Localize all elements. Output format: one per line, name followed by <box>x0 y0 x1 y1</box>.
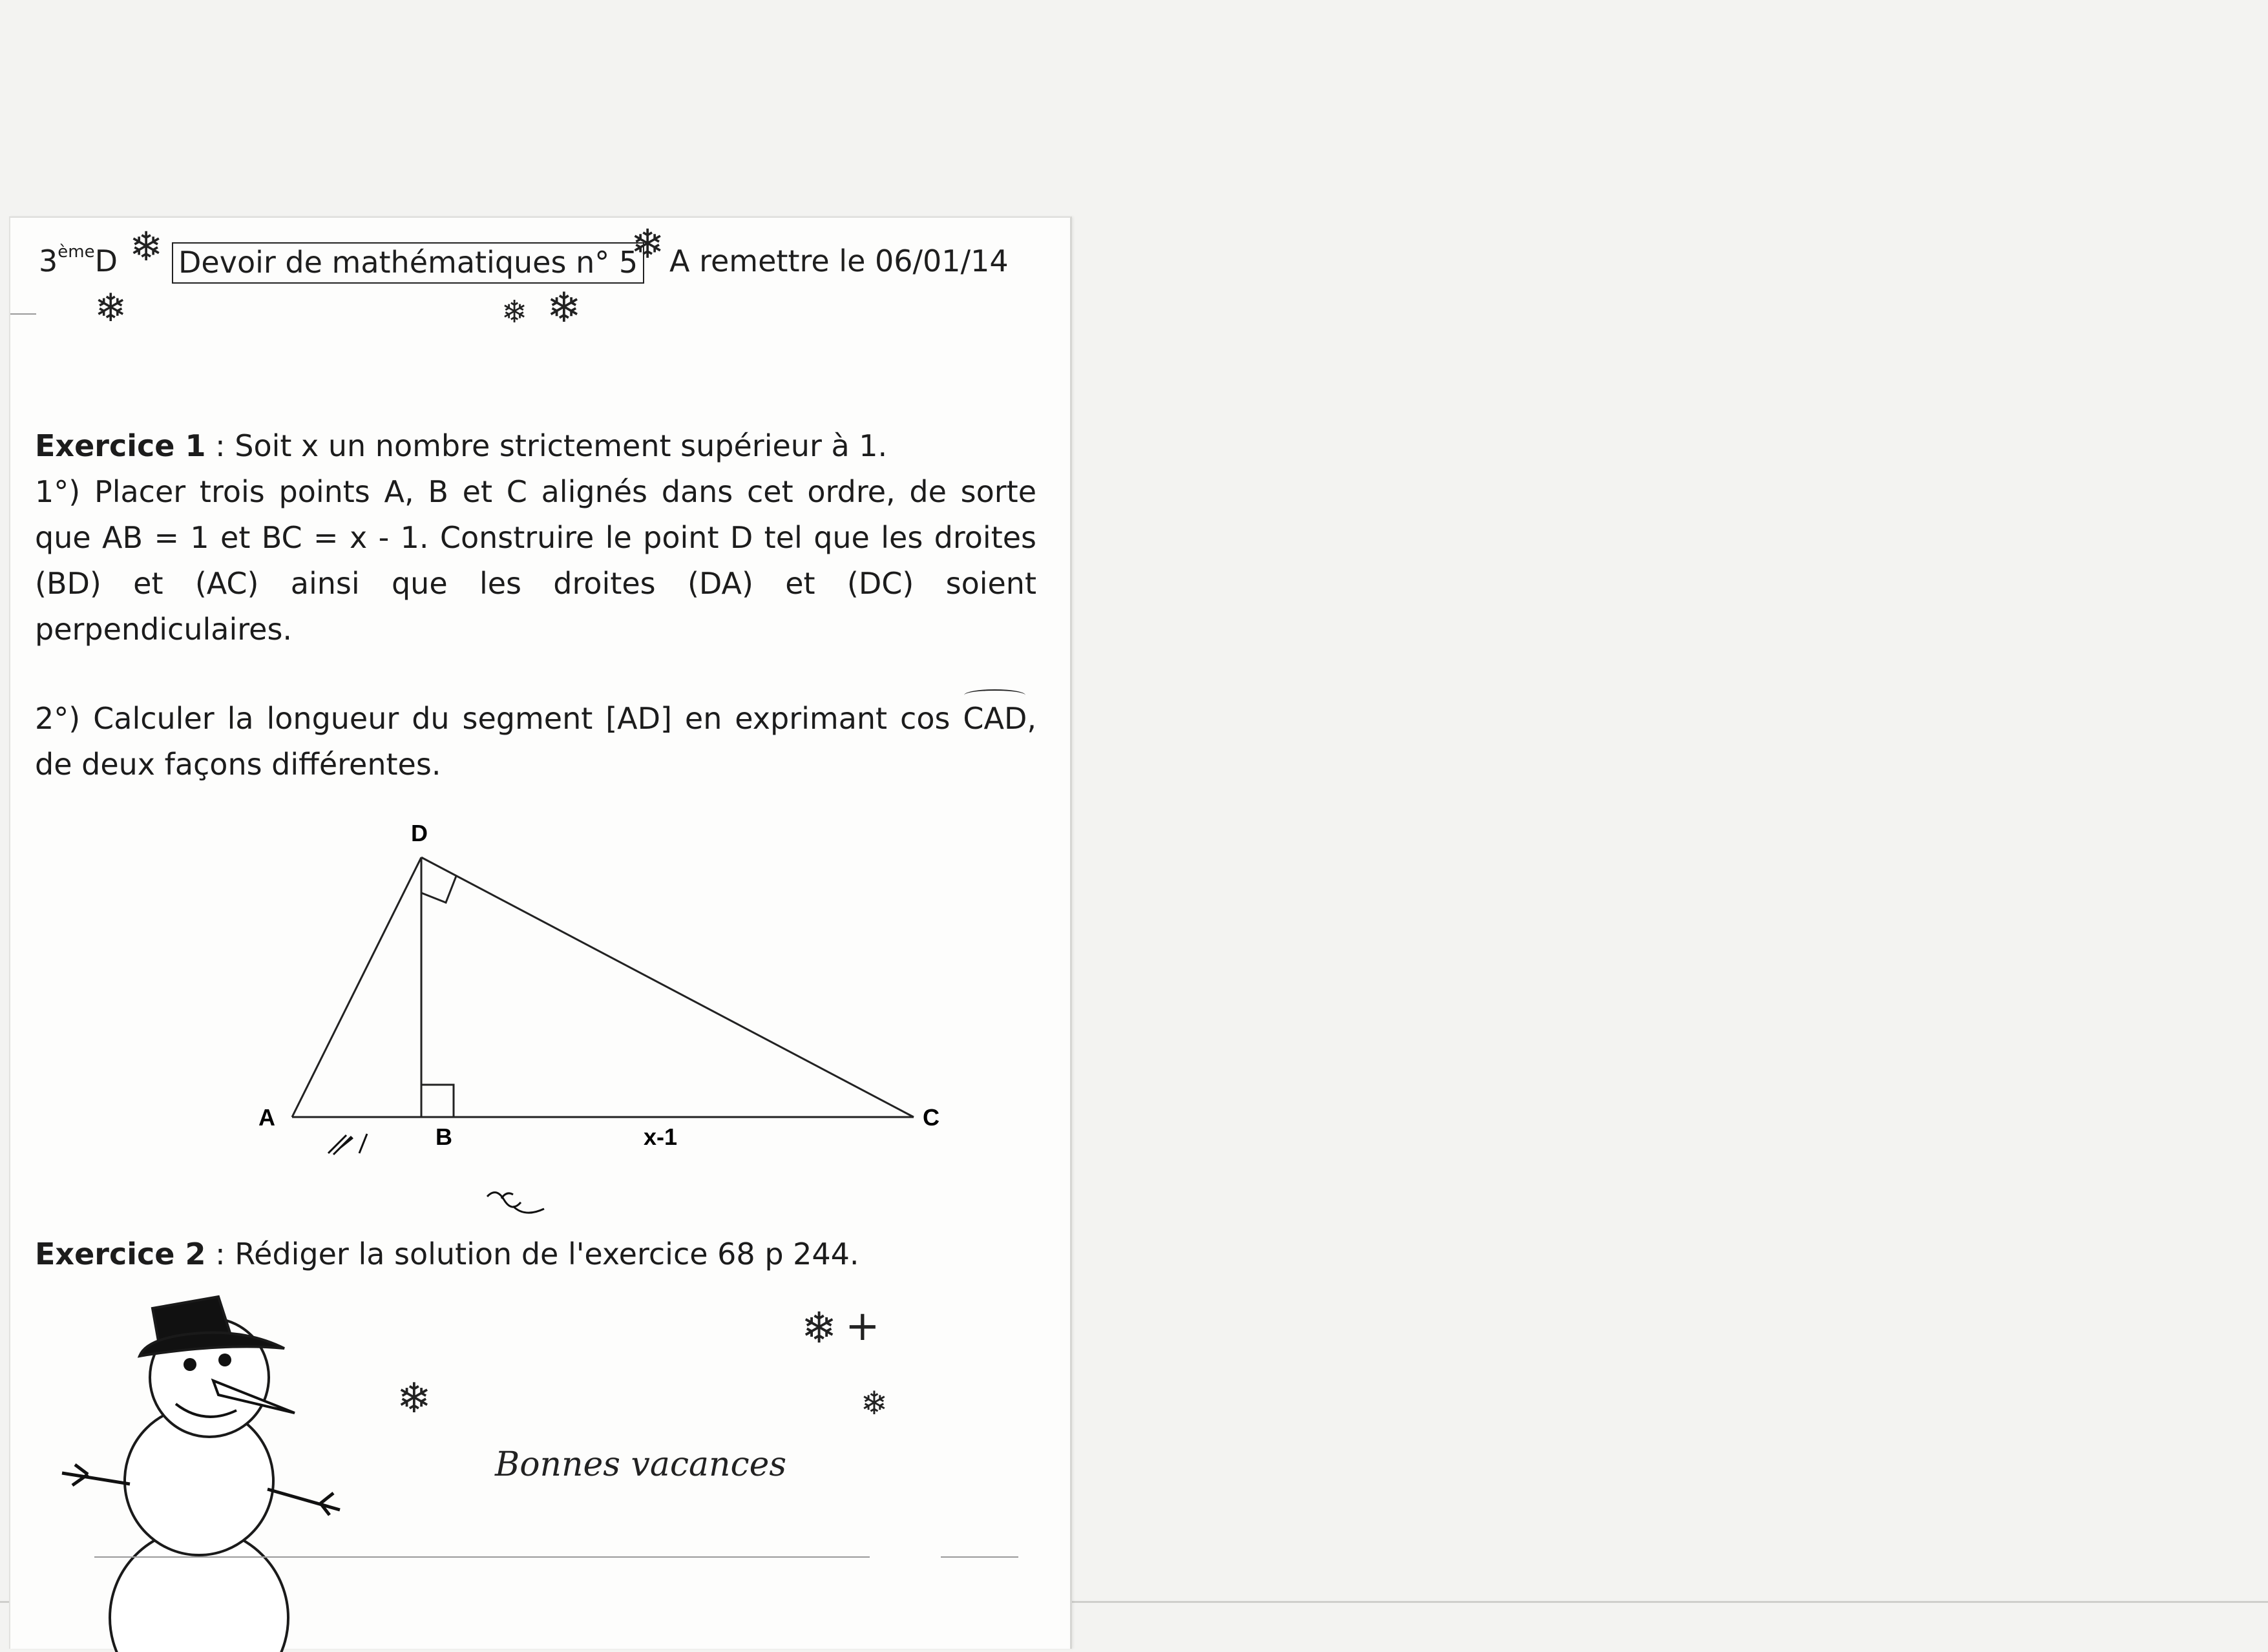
right-angle-B <box>421 1085 454 1117</box>
exercise1-intro: Exercice 1 : Soit x un nombre strictement supérieur à 1. <box>35 428 888 463</box>
plus-icon: + <box>845 1302 880 1350</box>
snowflake-icon: ❄ <box>861 1385 888 1422</box>
assignment-title: Devoir de mathématiques n° 5 <box>172 242 644 284</box>
snowman-icon <box>49 1277 411 1652</box>
angle-cad: CAD <box>963 696 1027 742</box>
point-label-C: C <box>923 1104 940 1131</box>
snowflake-icon: ❄ <box>129 223 163 270</box>
exercise1-question2: 2°) Calculer la longueur du segment [AD] en exprimant cos CAD, de deux façons différentes. <box>35 696 1036 788</box>
snowflake-icon: ❄ <box>801 1303 837 1353</box>
right-angle-D <box>421 876 456 903</box>
snowflake-icon: ❄ <box>547 284 582 332</box>
closing-greeting: Bonnes vacances <box>495 1445 787 1484</box>
snowflake-icon: ❄ <box>397 1375 432 1423</box>
snowflake-icon: ❄ <box>631 220 664 267</box>
exercise2: Exercice 2 : Rédiger la solution de l'exercice 68 p 244. <box>35 1237 859 1271</box>
exercise1-label: Exercice 1 <box>35 428 206 463</box>
segment-DC <box>421 857 914 1117</box>
point-label-B: B <box>436 1124 452 1150</box>
point-label-D: D <box>411 820 428 846</box>
snowflake-icon: ❄ <box>94 286 127 331</box>
segment-label-BC: x-1 <box>644 1124 678 1150</box>
footer-dash <box>94 1556 870 1558</box>
snowflake-icon: ❄ <box>501 294 528 330</box>
class-label: 3èmeD <box>39 242 118 278</box>
footer-dash <box>941 1556 1018 1558</box>
exercise2-label: Exercice 2 <box>35 1237 206 1271</box>
worksheet-page <box>9 216 1072 1649</box>
segment-AD <box>292 857 421 1117</box>
exercise1-question1: 1°) Placer trois points A, B et C alignés dans cet ordre, de sorte que AB = 1 et BC = x - 1. Construire le point D tel que les droites (BD) et (AC) ainsi que les droites (DA) et (DC) soient perpendiculaires. <box>35 474 1036 647</box>
due-date: A remettre le 06/01/14 <box>669 244 1009 278</box>
point-label-A: A <box>258 1104 275 1131</box>
